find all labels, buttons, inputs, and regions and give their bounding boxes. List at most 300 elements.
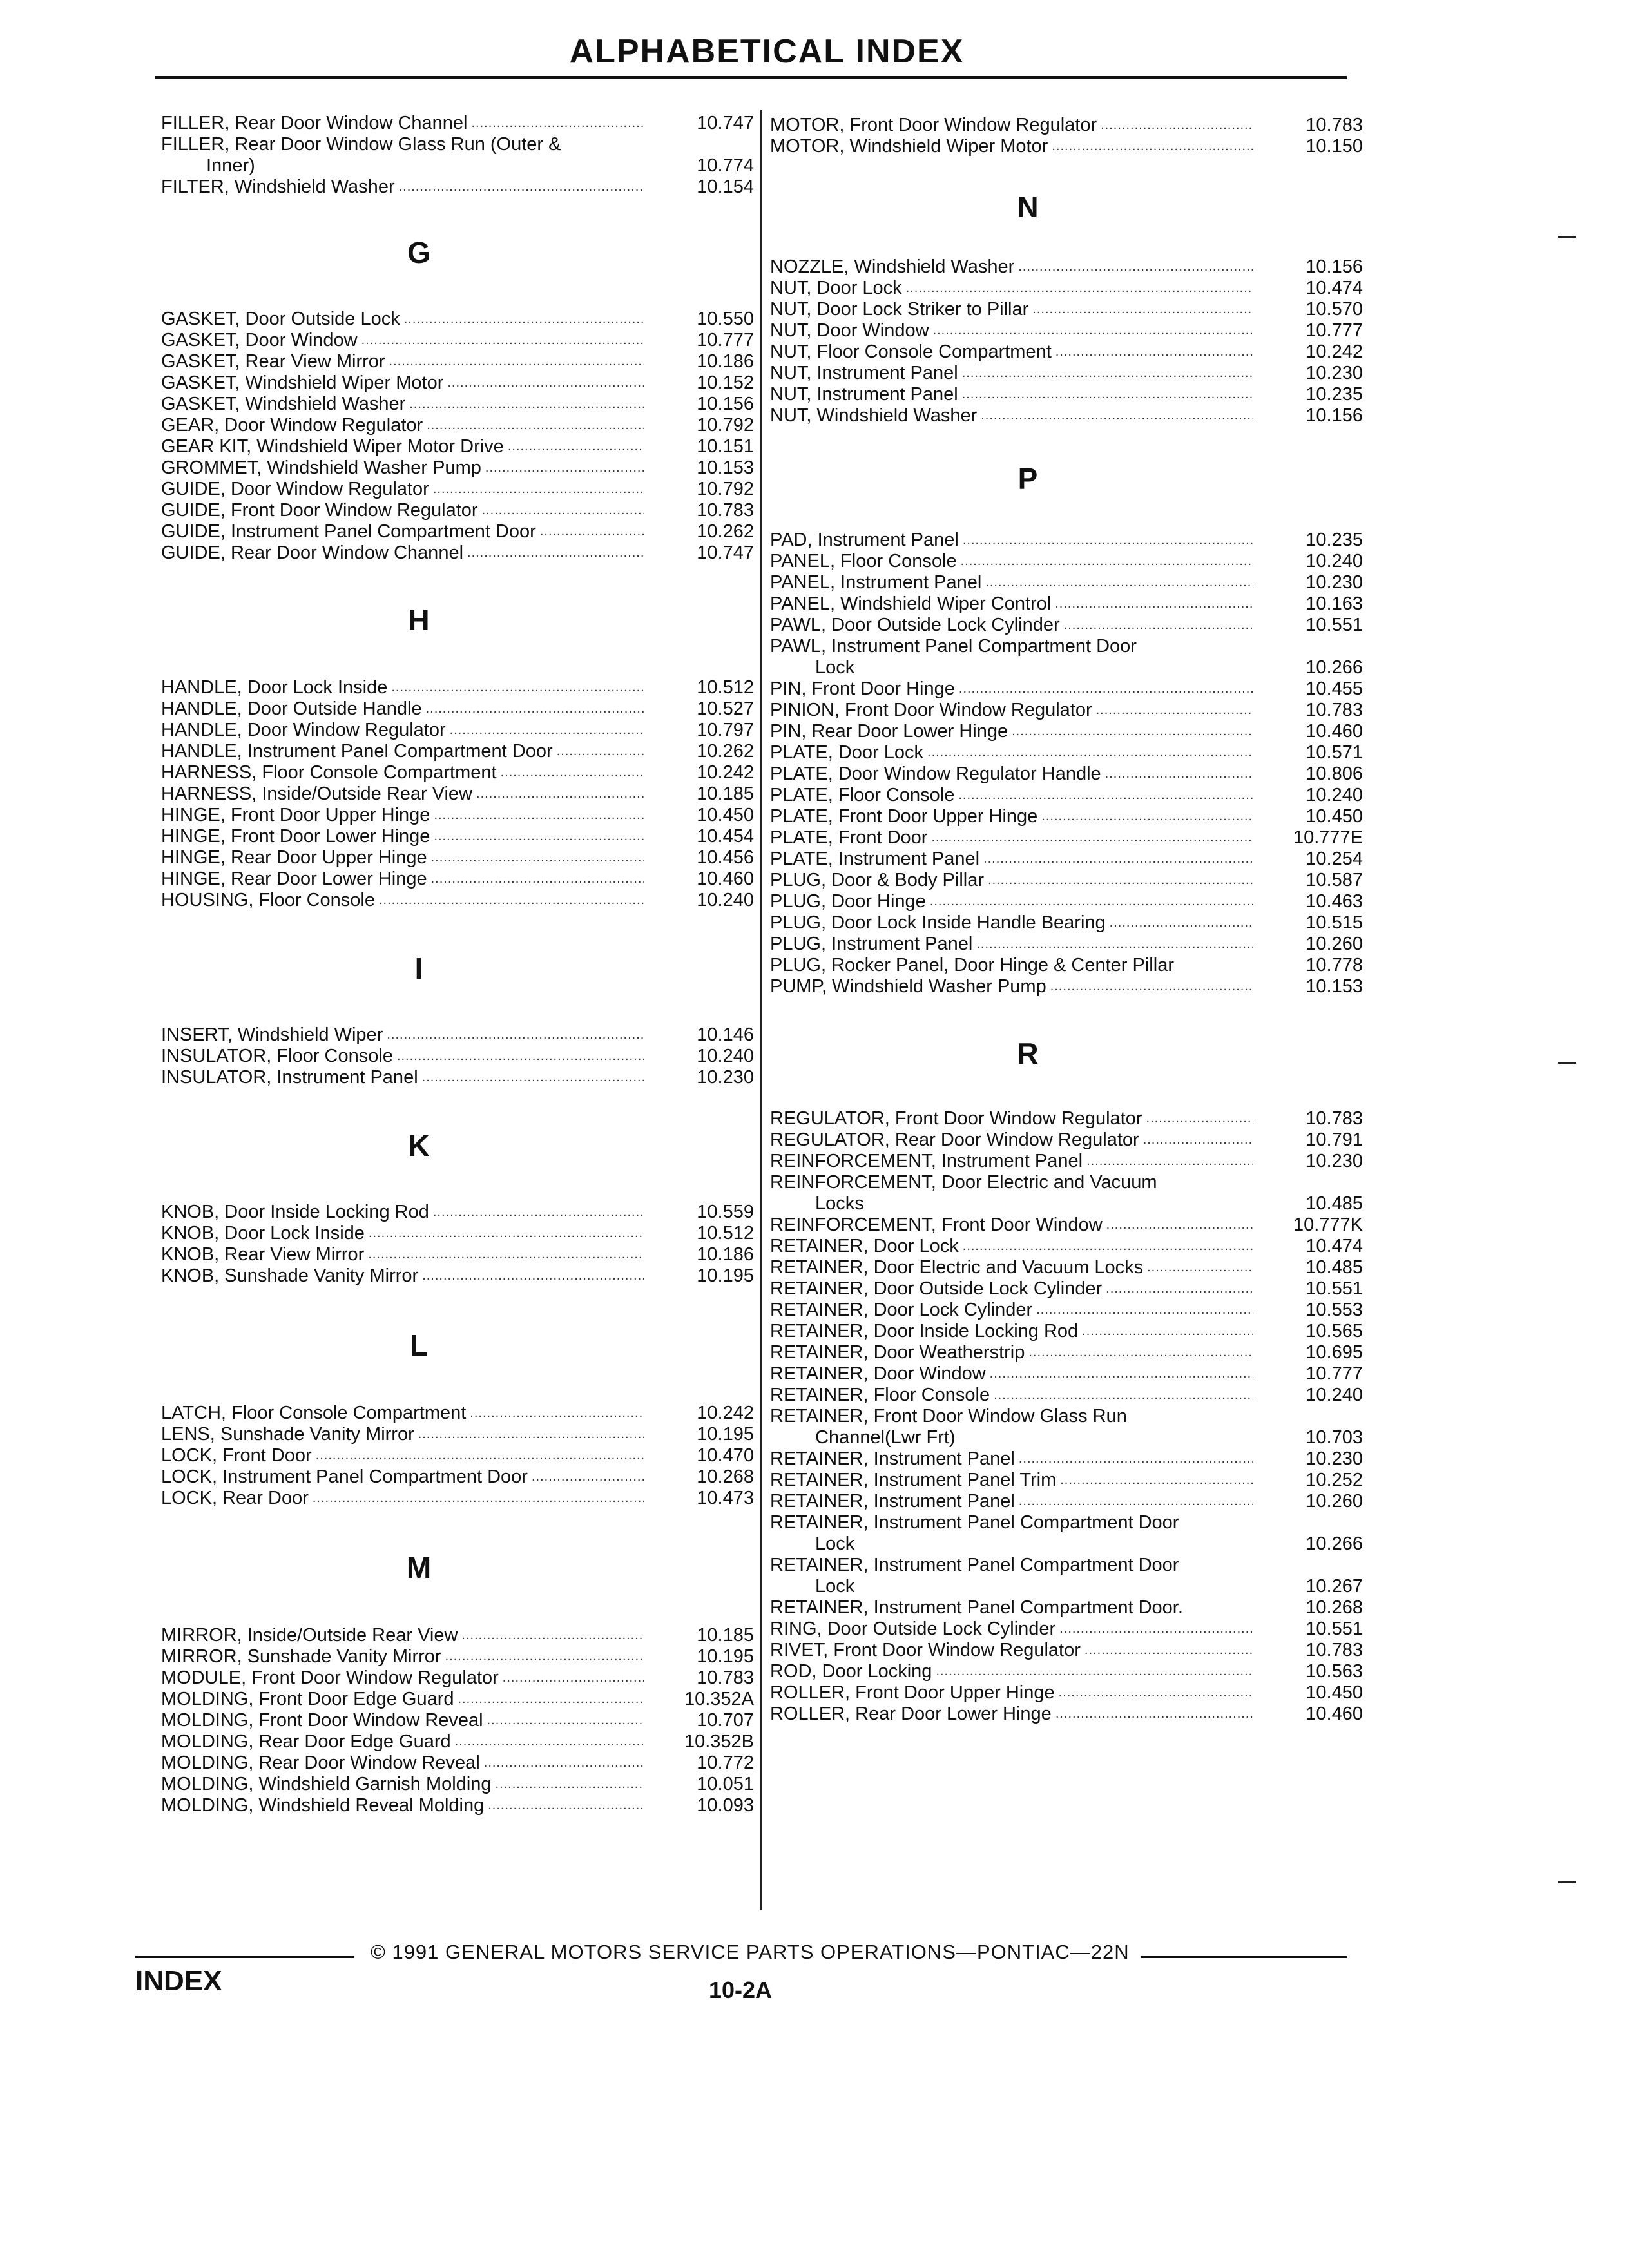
index-entry — [770, 700, 1363, 721]
entry-page-ref: 10.470 — [697, 1445, 754, 1466]
index-entry — [161, 826, 754, 847]
left-column — [161, 113, 754, 1816]
entry-name: PIN, Front Door Hinge ..... — [770, 678, 1253, 700]
entry-name: RETAINER, Door Window ..... — [770, 1363, 1253, 1385]
entry-page-ref: 10.051 — [697, 1774, 754, 1794]
index-entry — [161, 1265, 754, 1287]
entry-name: KNOB, Door Lock Inside ..... — [161, 1223, 644, 1244]
entry-page-ref: 10.695 — [1306, 1342, 1363, 1363]
entry-name: MOTOR, Windshield Wiper Motor ..... — [770, 136, 1253, 157]
footer-index-label: INDEX — [135, 1965, 222, 1997]
section-letter: H — [408, 603, 430, 637]
entry-name-continuation: Lock — [815, 657, 855, 678]
entry-name: INSERT, Windshield Wiper ..... — [161, 1024, 644, 1046]
entry-name: PLUG, Rocker Panel, Door Hinge & Center Pillar — [770, 955, 1174, 975]
entry-name: RING, Door Outside Lock Cylinder ..... — [770, 1619, 1253, 1640]
entry-page-ref: 10.242 — [697, 1403, 754, 1423]
index-entry — [770, 955, 1363, 976]
index-entry — [161, 479, 754, 500]
entry-name: HARNESS, Floor Console Compartment ..... — [161, 762, 644, 783]
entry-page-ref: 10.240 — [1306, 1385, 1363, 1405]
index-entry — [161, 1223, 754, 1244]
entry-page-ref: 10.352B — [684, 1731, 754, 1752]
entry-page-ref: 10.235 — [1306, 530, 1363, 550]
entry-name: RETAINER, Door Inside Locking Rod ..... — [770, 1321, 1253, 1342]
index-entry — [161, 1046, 754, 1067]
entry-name: ROLLER, Rear Door Lower Hinge ..... — [770, 1704, 1253, 1725]
index-entry — [770, 1512, 1363, 1555]
entry-name: MOLDING, Front Door Window Reveal ..... — [161, 1710, 644, 1731]
entry-page-ref: 10.151 — [697, 436, 754, 457]
entry-page-ref: 10.450 — [1306, 806, 1363, 827]
index-entry — [770, 572, 1363, 593]
entry-name: GASKET, Door Outside Lock ..... — [161, 309, 644, 330]
entry-name: PLUG, Door Hinge ..... — [770, 891, 1253, 912]
index-entry — [770, 1682, 1363, 1704]
entry-page-ref: 10.230 — [1306, 1448, 1363, 1469]
entry-page-ref: 10.778 — [1306, 955, 1363, 975]
index-entry — [161, 372, 754, 394]
entry-name: PANEL, Floor Console ..... — [770, 551, 1253, 572]
index-entry — [161, 309, 754, 330]
entry-name: KNOB, Sunshade Vanity Mirror ..... — [161, 1265, 644, 1287]
entry-name: PLUG, Door & Body Pillar ..... — [770, 870, 1253, 891]
entry-name — [770, 1512, 1253, 1555]
section-letter: M — [406, 1551, 432, 1584]
entry-page-ref: 10.565 — [1306, 1321, 1363, 1341]
entry-page-ref: 10.474 — [1306, 1236, 1363, 1256]
entry-name: MOLDING, Front Door Edge Guard ..... — [161, 1689, 644, 1710]
entry-page-ref: 10.154 — [697, 177, 754, 197]
entry-page-ref: 10.774 — [697, 155, 754, 176]
index-entry — [770, 912, 1363, 934]
entry-page-ref: 10.783 — [1306, 1640, 1363, 1660]
index-entry — [770, 530, 1363, 551]
entry-page-ref: 10.150 — [1306, 136, 1363, 157]
entry-page-ref: 10.268 — [697, 1466, 754, 1487]
index-entry — [770, 1236, 1363, 1257]
entry-page-ref: 10.156 — [697, 394, 754, 414]
entry-page-ref: 10.352A — [684, 1689, 754, 1709]
entry-page-ref: 10.551 — [1306, 1619, 1363, 1639]
index-entry — [161, 330, 754, 351]
entry-name: HOUSING, Floor Console ..... — [161, 890, 644, 911]
entry-page-ref: 10.460 — [697, 869, 754, 889]
index-entry — [161, 1488, 754, 1509]
index-entry — [770, 1151, 1363, 1172]
entry-page-ref: 10.240 — [697, 1046, 754, 1066]
entry-name: NUT, Door Window ..... — [770, 320, 1253, 341]
entry-name: NUT, Door Lock ..... — [770, 278, 1253, 299]
index-entry — [161, 1646, 754, 1667]
index-entry — [161, 1625, 754, 1646]
entry-page-ref: 10.262 — [697, 741, 754, 762]
index-entry — [161, 720, 754, 741]
entry-name: PANEL, Windshield Wiper Control ..... — [770, 593, 1253, 615]
index-entry — [161, 351, 754, 372]
index-entry — [161, 1067, 754, 1088]
entry-page-ref: 10.777 — [697, 330, 754, 351]
section-letter: G — [407, 236, 430, 269]
entry-name-continuation: Lock — [815, 1533, 855, 1554]
entry-name-line1: RETAINER, Front Door Window Glass Run — [770, 1406, 1127, 1427]
entry-name: PINION, Front Door Window Regulator ..... — [770, 700, 1253, 721]
entry-name: PLATE, Instrument Panel ..... — [770, 849, 1253, 870]
entry-name: NUT, Instrument Panel ..... — [770, 384, 1253, 405]
entry-name: PLUG, Instrument Panel ..... — [770, 934, 1253, 955]
entry-page-ref: 10.563 — [1306, 1661, 1363, 1682]
entry-name: NUT, Floor Console Compartment ..... — [770, 341, 1253, 363]
index-entry — [161, 677, 754, 698]
entry-name: RETAINER, Instrument Panel Trim ..... — [770, 1470, 1253, 1491]
index-entry — [161, 1731, 754, 1753]
index-entry — [770, 678, 1363, 700]
index-entry — [770, 1342, 1363, 1363]
index-entry — [770, 1321, 1363, 1342]
entry-name: PLUG, Door Lock Inside Handle Bearing ..... — [770, 912, 1253, 934]
entry-page-ref: 10.240 — [1306, 785, 1363, 805]
column-divider — [760, 110, 762, 1910]
index-entry — [161, 177, 754, 198]
entry-name: INSULATOR, Floor Console ..... — [161, 1046, 644, 1067]
entry-name: LENS, Sunshade Vanity Mirror ..... — [161, 1424, 644, 1445]
entry-name: INSULATOR, Instrument Panel ..... — [161, 1067, 644, 1088]
index-entry — [161, 436, 754, 457]
entry-page-ref: 10.550 — [697, 309, 754, 329]
entry-name: NUT, Instrument Panel ..... — [770, 363, 1253, 384]
entry-name: GUIDE, Door Window Regulator ..... — [161, 479, 644, 500]
index-entry — [770, 1300, 1363, 1321]
entry-page-ref: 10.777K — [1293, 1215, 1363, 1235]
section-letter: I — [414, 952, 423, 985]
entry-name: HINGE, Rear Door Upper Hinge ..... — [161, 847, 644, 869]
entry-name-line1: RETAINER, Instrument Panel Compartment Door — [770, 1555, 1179, 1575]
index-entry — [770, 1257, 1363, 1278]
index-entry — [161, 1403, 754, 1424]
entry-page-ref: 10.230 — [1306, 363, 1363, 383]
section-letter: P — [1017, 462, 1038, 495]
index-entry — [770, 551, 1363, 572]
entry-page-ref: 10.454 — [697, 826, 754, 847]
entry-page-ref: 10.185 — [697, 1625, 754, 1646]
index-entry — [770, 976, 1363, 997]
index-entry — [161, 1774, 754, 1795]
entry-name: PAWL, Door Outside Lock Cylinder ..... — [770, 615, 1253, 636]
entry-page-ref: 10.254 — [1306, 849, 1363, 869]
index-entry — [770, 256, 1363, 278]
entry-name — [770, 636, 1253, 678]
index-entry — [161, 134, 754, 177]
footer-copyright: © 1991 GENERAL MOTORS SERVICE PARTS OPERATIONS—PONTIAC—22N — [371, 1941, 1130, 1963]
right-column — [770, 115, 1363, 1725]
entry-page-ref: 10.260 — [1306, 934, 1363, 954]
entry-name: REGULATOR, Rear Door Window Regulator ..... — [770, 1129, 1253, 1151]
entry-page-ref: 10.153 — [697, 457, 754, 478]
index-entry — [770, 363, 1363, 384]
index-entry — [161, 1466, 754, 1488]
index-entry — [161, 847, 754, 869]
entry-name: GASKET, Windshield Washer ..... — [161, 394, 644, 415]
entry-name: NOZZLE, Windshield Washer ..... — [770, 256, 1253, 278]
index-entry — [161, 457, 754, 479]
entry-page-ref: 10.455 — [1306, 678, 1363, 699]
margin-tick — [1558, 1881, 1576, 1883]
entry-page-ref: 10.473 — [697, 1488, 754, 1508]
index-entry — [770, 405, 1363, 427]
index-entry — [161, 1024, 754, 1046]
entry-name: GEAR KIT, Windshield Wiper Motor Drive ..... — [161, 436, 644, 457]
entry-page-ref: 10.240 — [697, 890, 754, 910]
entry-page-ref: 10.512 — [697, 677, 754, 698]
index-entry — [161, 394, 754, 415]
entry-name: PLATE, Front Door ..... — [770, 827, 1253, 849]
index-entry — [161, 521, 754, 543]
entry-page-ref: 10.268 — [1306, 1597, 1363, 1618]
entry-name: PANEL, Instrument Panel ..... — [770, 572, 1253, 593]
page-title: ALPHABETICAL INDEX — [569, 33, 965, 70]
entry-name: GUIDE, Front Door Window Regulator ..... — [161, 500, 644, 521]
index-entry — [161, 890, 754, 911]
entry-page-ref: 10.195 — [697, 1265, 754, 1286]
index-entry — [161, 1710, 754, 1731]
index-entry — [770, 1661, 1363, 1682]
entry-name: KNOB, Door Inside Locking Rod ..... — [161, 1202, 644, 1223]
entry-page-ref: 10.515 — [1306, 912, 1363, 933]
index-entry — [161, 1445, 754, 1466]
index-entry — [770, 1406, 1363, 1448]
section-letter: N — [1017, 190, 1039, 224]
footer-rule-left — [135, 1956, 354, 1958]
entry-page-ref: 10.474 — [1306, 278, 1363, 298]
entry-page-ref: 10.240 — [1306, 551, 1363, 572]
entry-name: MODULE, Front Door Window Regulator ..... — [161, 1667, 644, 1689]
entry-name — [161, 134, 644, 177]
entry-name: HANDLE, Door Window Regulator ..... — [161, 720, 644, 741]
entry-page-ref: 10.186 — [697, 351, 754, 372]
entry-name: RETAINER, Door Outside Lock Cylinder ..... — [770, 1278, 1253, 1300]
entry-page-ref: 10.195 — [697, 1424, 754, 1445]
entry-page-ref: 10.460 — [1306, 1704, 1363, 1724]
entry-name — [770, 1555, 1253, 1597]
entry-page-ref: 10.262 — [697, 521, 754, 542]
entry-page-ref: 10.186 — [697, 1244, 754, 1265]
entry-name: FILTER, Windshield Washer ..... — [161, 177, 644, 198]
entry-name: LOCK, Rear Door ..... — [161, 1488, 644, 1509]
index-entry — [770, 593, 1363, 615]
index-entry — [161, 1202, 754, 1223]
entry-name: KNOB, Rear View Mirror ..... — [161, 1244, 644, 1265]
entry-name: RETAINER, Door Lock Cylinder ..... — [770, 1300, 1253, 1321]
entry-name: REINFORCEMENT, Front Door Window ..... — [770, 1215, 1253, 1236]
entry-name: MOLDING, Rear Door Edge Guard ..... — [161, 1731, 644, 1753]
entry-page-ref: 10.512 — [697, 1223, 754, 1244]
entry-page-ref: 10.485 — [1306, 1257, 1363, 1278]
entry-page-ref: 10.551 — [1306, 1278, 1363, 1299]
entry-page-ref: 10.163 — [1306, 593, 1363, 614]
entry-page-ref: 10.792 — [697, 415, 754, 436]
entry-page-ref: 10.146 — [697, 1024, 754, 1045]
entry-page-ref: 10.152 — [697, 372, 754, 393]
entry-name: RETAINER, Door Electric and Vacuum Locks ..... — [770, 1257, 1253, 1278]
entry-name: LOCK, Instrument Panel Compartment Door ..... — [161, 1466, 644, 1488]
entry-page-ref: 10.242 — [1306, 341, 1363, 362]
index-entry — [770, 615, 1363, 636]
entry-page-ref: 10.777 — [1306, 320, 1363, 341]
entry-page-ref: 10.485 — [1306, 1193, 1363, 1214]
index-entry — [770, 742, 1363, 764]
entry-name-continuation: Locks — [815, 1193, 864, 1214]
entry-name-line1: REINFORCEMENT, Door Electric and Vacuum — [770, 1172, 1157, 1193]
entry-name: FILLER, Rear Door Window Channel ..... — [161, 113, 644, 134]
index-entry — [770, 1470, 1363, 1491]
index-entry — [770, 1278, 1363, 1300]
entry-name: PUMP, Windshield Washer Pump ..... — [770, 976, 1253, 997]
entry-name: HANDLE, Door Outside Handle ..... — [161, 698, 644, 720]
margin-tick — [1558, 236, 1576, 238]
index-entry — [161, 500, 754, 521]
entry-page-ref: 10.195 — [697, 1646, 754, 1667]
index-entry — [770, 1491, 1363, 1512]
index-entry — [161, 1689, 754, 1710]
entry-name: PLATE, Door Lock ..... — [770, 742, 1253, 764]
index-entry — [770, 1129, 1363, 1151]
entry-page-ref: 10.266 — [1306, 1533, 1363, 1554]
index-entry — [770, 870, 1363, 891]
entry-page-ref: 10.783 — [1306, 1108, 1363, 1129]
entry-name: GASKET, Door Window ..... — [161, 330, 644, 351]
entry-name: HINGE, Front Door Lower Hinge ..... — [161, 826, 644, 847]
index-entry — [161, 1424, 754, 1445]
index-entry — [770, 1704, 1363, 1725]
index-entry — [161, 783, 754, 805]
section-letter: R — [1017, 1037, 1039, 1070]
entry-name: GUIDE, Rear Door Window Channel ..... — [161, 543, 644, 564]
entry-page-ref: 10.587 — [1306, 870, 1363, 890]
index-entry — [770, 934, 1363, 955]
entry-name-continuation: Inner) — [206, 155, 255, 176]
entry-page-ref: 10.527 — [697, 698, 754, 719]
index-entry — [770, 136, 1363, 157]
entry-name: GASKET, Rear View Mirror ..... — [161, 351, 644, 372]
index-entry — [770, 785, 1363, 806]
index-entry — [770, 299, 1363, 320]
index-entry — [161, 762, 754, 783]
index-entry — [770, 1555, 1363, 1597]
entry-page-ref: 10.783 — [1306, 700, 1363, 720]
footer-rule-right — [1141, 1956, 1347, 1958]
entry-name: RETAINER, Instrument Panel ..... — [770, 1448, 1253, 1470]
entry-page-ref: 10.242 — [697, 762, 754, 783]
index-entry — [161, 1753, 754, 1774]
entry-page-ref: 10.747 — [697, 113, 754, 133]
entry-name: PIN, Rear Door Lower Hinge ..... — [770, 721, 1253, 742]
index-entry — [770, 1640, 1363, 1661]
index-entry — [770, 320, 1363, 341]
entry-page-ref: 10.260 — [1306, 1491, 1363, 1512]
entry-name: GEAR, Door Window Regulator ..... — [161, 415, 644, 436]
entry-page-ref: 10.792 — [697, 479, 754, 499]
entry-name: NUT, Windshield Washer ..... — [770, 405, 1253, 427]
entry-page-ref: 10.783 — [697, 1667, 754, 1688]
entry-page-ref: 10.450 — [697, 805, 754, 825]
entry-page-ref: 10.153 — [1306, 976, 1363, 997]
index-entry — [770, 636, 1363, 678]
index-entry — [161, 415, 754, 436]
entry-page-ref: 10.456 — [697, 847, 754, 868]
index-entry — [161, 543, 754, 564]
entry-name: RETAINER, Door Lock ..... — [770, 1236, 1253, 1257]
index-entry — [770, 1597, 1363, 1619]
entry-page-ref: 10.460 — [1306, 721, 1363, 742]
entry-name: RETAINER, Floor Console ..... — [770, 1385, 1253, 1406]
page-number: 10-2A — [709, 1977, 773, 2003]
index-entry — [161, 1244, 754, 1265]
entry-page-ref: 10.551 — [1306, 615, 1363, 635]
entry-name: ROD, Door Locking ..... — [770, 1661, 1253, 1682]
entry-name — [770, 1406, 1253, 1448]
entry-name-line1: PAWL, Instrument Panel Compartment Door — [770, 636, 1137, 657]
margin-tick — [1558, 1062, 1576, 1064]
index-entry — [770, 891, 1363, 912]
entry-name — [770, 1172, 1253, 1215]
index-entry — [770, 849, 1363, 870]
entry-name-line1: FILLER, Rear Door Window Glass Run (Outer & — [161, 134, 561, 155]
entry-name: RETAINER, Instrument Panel Compartment Door. — [770, 1597, 1183, 1618]
index-entry — [770, 341, 1363, 363]
entry-page-ref: 10.230 — [1306, 1151, 1363, 1171]
entry-name: GROMMET, Windshield Washer Pump ..... — [161, 457, 644, 479]
entry-name: RIVET, Front Door Window Regulator ..... — [770, 1640, 1253, 1661]
entry-page-ref: 10.463 — [1306, 891, 1363, 912]
index-entry — [770, 1619, 1363, 1640]
entry-name: MOTOR, Front Door Window Regulator ..... — [770, 115, 1253, 136]
index-entry — [770, 806, 1363, 827]
title-rule — [155, 76, 1347, 79]
entry-page-ref: 10.267 — [1306, 1576, 1363, 1597]
entry-page-ref: 10.093 — [697, 1795, 754, 1816]
entry-name: RETAINER, Instrument Panel ..... — [770, 1491, 1253, 1512]
entry-page-ref: 10.252 — [1306, 1470, 1363, 1490]
index-entry — [161, 1795, 754, 1816]
entry-name: MIRROR, Inside/Outside Rear View ..... — [161, 1625, 644, 1646]
entry-page-ref: 10.230 — [1306, 572, 1363, 593]
entry-name: HINGE, Rear Door Lower Hinge ..... — [161, 869, 644, 890]
entry-page-ref: 10.772 — [697, 1753, 754, 1773]
entry-name: PLATE, Front Door Upper Hinge ..... — [770, 806, 1253, 827]
entry-name: MOLDING, Rear Door Window Reveal ..... — [161, 1753, 644, 1774]
entry-page-ref: 10.777E — [1293, 827, 1363, 848]
index-entry — [161, 741, 754, 762]
index-entry — [161, 869, 754, 890]
entry-page-ref: 10.783 — [697, 500, 754, 521]
index-entry — [161, 805, 754, 826]
entry-page-ref: 10.156 — [1306, 256, 1363, 277]
entry-page-ref: 10.783 — [1306, 115, 1363, 135]
entry-page-ref: 10.266 — [1306, 657, 1363, 678]
entry-page-ref: 10.747 — [697, 543, 754, 563]
entry-name: NUT, Door Lock Striker to Pillar ..... — [770, 299, 1253, 320]
index-entry — [770, 278, 1363, 299]
entry-name: ROLLER, Front Door Upper Hinge ..... — [770, 1682, 1253, 1704]
entry-name: HINGE, Front Door Upper Hinge ..... — [161, 805, 644, 826]
entry-name: LATCH, Floor Console Compartment ..... — [161, 1403, 644, 1424]
entry-name: MIRROR, Sunshade Vanity Mirror ..... — [161, 1646, 644, 1667]
entry-page-ref: 10.571 — [1306, 742, 1363, 763]
entry-name: LOCK, Front Door ..... — [161, 1445, 644, 1466]
index-entry — [770, 1172, 1363, 1215]
index-entry — [161, 113, 754, 134]
index-entry — [770, 827, 1363, 849]
